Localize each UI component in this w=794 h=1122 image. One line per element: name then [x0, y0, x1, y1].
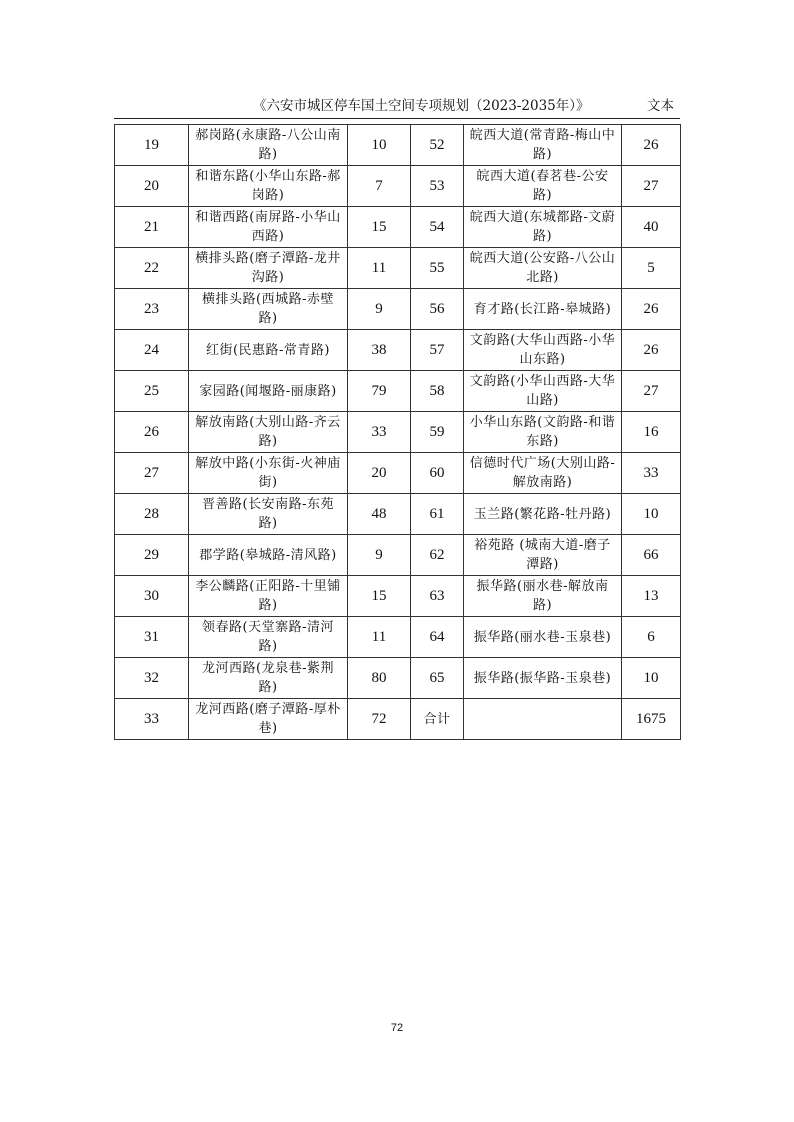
parking-count-right: 10 [622, 494, 681, 535]
row-number-left: 27 [115, 453, 189, 494]
row-number-right: 61 [411, 494, 464, 535]
table-row [115, 535, 681, 576]
row-number-right: 52 [411, 125, 464, 166]
parking-count-right: 27 [622, 371, 681, 412]
road-section-right: 皖西大道(东城都路-文蔚路) [464, 207, 622, 248]
road-section-right: 文韵路(小华山西路-大华山路) [464, 371, 622, 412]
table-row [115, 166, 681, 207]
road-section-left: 横排头路(磨子潭路-龙井沟路) [189, 248, 348, 289]
row-number-left: 23 [115, 289, 189, 330]
row-number-right: 59 [411, 412, 464, 453]
parking-count-left: 11 [348, 617, 411, 658]
row-number-left: 21 [115, 207, 189, 248]
parking-count-left: 72 [348, 699, 411, 740]
parking-count-left: 20 [348, 453, 411, 494]
parking-count-left: 79 [348, 371, 411, 412]
row-number-left: 31 [115, 617, 189, 658]
table-row [115, 617, 681, 658]
road-section-left: 李公麟路(正阳路-十里铺路) [189, 576, 348, 617]
table-row [115, 494, 681, 535]
road-section-right: 振华路(丽水巷-玉泉巷) [464, 617, 622, 658]
parking-count-right: 27 [622, 166, 681, 207]
road-section-left: 晋善路(长安南路-东苑路) [189, 494, 348, 535]
row-number-left: 33 [115, 699, 189, 740]
parking-count-right: 66 [622, 535, 681, 576]
table-row [115, 576, 681, 617]
page-number: 72 [390, 1022, 404, 1034]
table-row [115, 248, 681, 289]
road-section-right: 小华山东路(文韵路-和谐东路) [464, 412, 622, 453]
table-row [115, 289, 681, 330]
parking-table-body [115, 125, 681, 740]
road-section-right: 皖西大道(春茗巷-公安路) [464, 166, 622, 207]
road-section-left: 家园路(闻堰路-丽康路) [189, 371, 348, 412]
parking-count-left: 9 [348, 535, 411, 576]
row-number-right: 64 [411, 617, 464, 658]
road-section-right: 玉兰路(繁花路-牡丹路) [464, 494, 622, 535]
parking-count-left: 38 [348, 330, 411, 371]
document-title: 《六安市城区停车国土空间专项规划（2023-2035年）》 [253, 98, 590, 114]
road-section-left: 红街(民惠路-常青路) [189, 330, 348, 371]
road-section-right: 文韵路(大华山西路-小华山东路) [464, 330, 622, 371]
road-section-left: 解放中路(小东街-火神庙街) [189, 453, 348, 494]
row-number-right: 62 [411, 535, 464, 576]
road-section-left: 横排头路(西城路-赤壁路) [189, 289, 348, 330]
road-section-right: 皖西大道(常青路-梅山中路) [464, 125, 622, 166]
table-row [115, 207, 681, 248]
table-row [115, 658, 681, 699]
parking-count-right: 26 [622, 125, 681, 166]
parking-count-left: 10 [348, 125, 411, 166]
road-section-right: 皖西大道(公安路-八公山北路) [464, 248, 622, 289]
row-number-right: 63 [411, 576, 464, 617]
header-divider [114, 118, 680, 119]
road-section-left: 和谐东路(小华山东路-郝岗路) [189, 166, 348, 207]
document-section-tag: 文本 [647, 98, 674, 114]
row-number-left: 30 [115, 576, 189, 617]
row-number-right: 53 [411, 166, 464, 207]
row-number-right: 56 [411, 289, 464, 330]
parking-count-right: 33 [622, 453, 681, 494]
parking-count-left: 7 [348, 166, 411, 207]
row-number-left: 32 [115, 658, 189, 699]
parking-count-right: 5 [622, 248, 681, 289]
row-number-left: 28 [115, 494, 189, 535]
row-number-left: 24 [115, 330, 189, 371]
row-number-right: 60 [411, 453, 464, 494]
row-number-left: 19 [115, 125, 189, 166]
page-header [114, 94, 680, 116]
parking-count-right: 40 [622, 207, 681, 248]
table-row [115, 371, 681, 412]
parking-table [114, 124, 681, 740]
row-number-right: 65 [411, 658, 464, 699]
road-section-right: 信德时代广场(大别山路-解放南路) [464, 453, 622, 494]
road-section-left: 领春路(天堂寨路-清河路) [189, 617, 348, 658]
road-section-right: 振华路(振华路-玉泉巷) [464, 658, 622, 699]
parking-count-right: 6 [622, 617, 681, 658]
road-section-right: 振华路(丽水巷-解放南路) [464, 576, 622, 617]
row-number-left: 26 [115, 412, 189, 453]
road-section-left: 和谐西路(南屏路-小华山西路) [189, 207, 348, 248]
parking-count-left: 11 [348, 248, 411, 289]
table-row [115, 699, 681, 740]
road-section-right: 裕苑路 (城南大道-磨子潭路) [464, 535, 622, 576]
row-number-left: 20 [115, 166, 189, 207]
total-label: 合计 [411, 699, 464, 740]
parking-count-right: 10 [622, 658, 681, 699]
row-number-left: 25 [115, 371, 189, 412]
row-number-right: 58 [411, 371, 464, 412]
parking-count-left: 9 [348, 289, 411, 330]
road-section-right: 育才路(长江路-皋城路) [464, 289, 622, 330]
road-section-left: 郝岗路(永康路-八公山南路) [189, 125, 348, 166]
parking-count-right: 26 [622, 330, 681, 371]
total-count: 1675 [622, 699, 681, 740]
row-number-left: 29 [115, 535, 189, 576]
road-section-left: 龙河西路(磨子潭路-厚朴巷) [189, 699, 348, 740]
table-row [115, 412, 681, 453]
table-row [115, 125, 681, 166]
parking-count-left: 48 [348, 494, 411, 535]
parking-count-left: 80 [348, 658, 411, 699]
row-number-right: 54 [411, 207, 464, 248]
parking-count-right: 26 [622, 289, 681, 330]
road-section-left: 解放南路(大别山路-齐云路) [189, 412, 348, 453]
parking-count-left: 33 [348, 412, 411, 453]
parking-count-right: 13 [622, 576, 681, 617]
row-number-left: 22 [115, 248, 189, 289]
parking-count-left: 15 [348, 576, 411, 617]
row-number-right: 55 [411, 248, 464, 289]
total-empty-cell [464, 699, 622, 740]
table-row [115, 453, 681, 494]
road-section-left: 郡学路(皋城路-清风路) [189, 535, 348, 576]
table-row [115, 330, 681, 371]
road-section-left: 龙河西路(龙泉巷-紫荆路) [189, 658, 348, 699]
row-number-right: 57 [411, 330, 464, 371]
parking-count-right: 16 [622, 412, 681, 453]
parking-count-left: 15 [348, 207, 411, 248]
